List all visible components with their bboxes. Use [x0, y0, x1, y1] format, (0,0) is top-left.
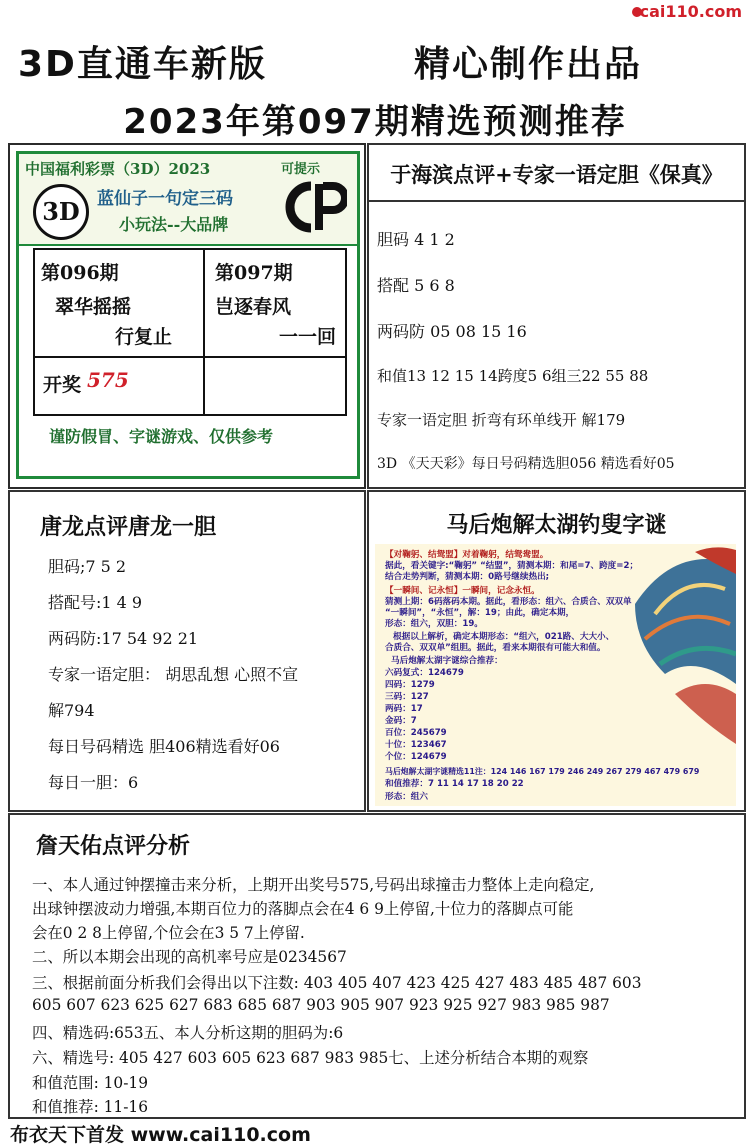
ma-line: 马后炮解太湖字谜精选11注：124 146 167 179 246 249 267 279 467 479 679	[385, 767, 700, 776]
ma-line: 根据以上解析，确定本期形态：“组六，021路、大大小、	[393, 632, 615, 642]
zhan-line: 一、本人通过钟摆撞击来分析，上期开出奖号575,号码出球撞击力整体上走向稳定,	[32, 876, 595, 894]
zhan-line: 605 607 623 625 627 683 685 687 903 905 907 923 925 927 983 985 987	[32, 996, 610, 1014]
ma-line: 四码：1279	[385, 680, 435, 690]
tang-line: 胆码;7 5 2	[48, 557, 127, 576]
riddle-grid	[33, 248, 347, 416]
lottery-badge-icon	[33, 184, 89, 240]
ma-panel-poster	[375, 544, 736, 806]
header-title-left: 3D直通车新版	[18, 44, 267, 85]
ma-line: 形态：组六，双胆：19。	[385, 619, 483, 629]
zhan-line: 和值范围: 10-19	[32, 1074, 149, 1092]
zhan-line: 出球钟摆波动力增强,本期百位力的落脚点会在4 6 9上停留,十位力的落脚点可能	[32, 900, 574, 918]
grid-divider-h	[35, 356, 345, 358]
tang-line: 每日号码精选 胆406精选看好06	[48, 737, 280, 756]
ma-panel-title: 马后炮解太湖钓叟字谜	[446, 512, 667, 538]
zhan-panel	[8, 813, 746, 1119]
zhan-line: 和值推荐: 11-16	[32, 1098, 149, 1116]
zhan-line: 四、精选码:653五、本人分析这期的胆码为:6	[32, 1024, 344, 1042]
footer-credit[interactable]: 布衣天下首发 www.cai110.com	[10, 1124, 311, 1146]
header-subtitle: 2023年第097期精选预测推荐	[123, 102, 627, 142]
tang-panel	[8, 490, 366, 812]
lottery-slogan-1: 蓝仙子一句定三码	[97, 189, 233, 209]
ma-line: 猜测上期：6码落码本期。据此，看形态：组六、合质合、双双单	[385, 597, 632, 607]
ma-line: 两码：17	[385, 704, 423, 714]
ma-line: 三码：127	[385, 692, 429, 702]
riddle-cur-line1: 岂逐春风	[215, 296, 292, 318]
cp-logo-icon	[285, 178, 347, 236]
ma-line: 个位：124679	[385, 752, 447, 762]
ma-line: 百位：245679	[385, 728, 447, 738]
ma-line: 和值推荐：7 11 14 17 18 20 22	[385, 779, 524, 789]
ma-line: 结合走势判断，猜测本期：0路号继续热出;	[385, 572, 550, 582]
lottery-warning: 谨防假冒、字谜游戏、仅供参考	[49, 427, 274, 446]
ma-line: 据此，看关键字:“鞠躬” “结盟”，猜测本期：和尾=7、跨度=2；	[385, 561, 639, 571]
riddle-prev-line2: 行复止	[115, 326, 173, 348]
lottery-heading: 中国福利彩票（3D）2023	[25, 160, 211, 178]
tang-line: 搭配号:1 4 9	[48, 593, 143, 612]
yu-line: 专家一语定胆 折弯有环单线开 解179	[377, 411, 626, 429]
riddle-cur-line2: 一一回	[279, 326, 337, 348]
ma-line: “一瞬间”，“永恒”，解：19；由此，确定本期，	[385, 608, 575, 618]
lottery-slogan-2: 小玩法--大品牌	[119, 215, 229, 234]
zhan-line: 二、所以本期会出现的高机率号应是0234567	[32, 948, 347, 966]
ma-line: 形态：组六	[385, 792, 428, 802]
yu-panel-divider	[369, 200, 744, 202]
ma-line: 金码：7	[385, 716, 417, 726]
zhan-line: 三、根据前面分析我们会得出以下注数: 403 405 407 423 425 427 483 485 487 603	[32, 974, 642, 992]
yu-panel-title: 于海滨点评+专家一语定胆《保真》	[390, 162, 723, 187]
ma-panel	[367, 490, 746, 812]
yu-line: 胆码 4 1 2	[377, 230, 455, 249]
issue-prev: 第096期	[41, 262, 119, 284]
lottery-panel-header	[19, 154, 357, 246]
issue-cur: 第097期	[215, 262, 293, 284]
tang-line: 每日一胆：6	[48, 773, 139, 792]
lottery-panel-frame	[16, 151, 360, 479]
yu-line: 两码防 05 08 15 16	[377, 322, 527, 341]
draw-label: 开奖	[43, 374, 82, 396]
header-title-right: 精心制作出品	[414, 44, 643, 85]
lottery-badge-text: 3D	[42, 197, 80, 226]
riddle-prev-line1: 翠华摇摇	[55, 296, 132, 318]
ma-line: 十位：123467	[385, 740, 447, 750]
yu-line: 3D 《天天彩》每日号码精选胆056 精选看好05	[377, 456, 675, 472]
ma-line: 六码复式：124679	[385, 668, 464, 678]
yu-line: 搭配 5 6 8	[377, 276, 455, 295]
tang-panel-title: 唐龙点评唐龙一胆	[40, 514, 217, 540]
lottery-heading-tail: 可提示	[281, 162, 321, 177]
zhan-line: 六、精选号: 405 427 603 605 623 687 983 985七、上述分析结合本期的观察	[32, 1049, 589, 1067]
ma-line: 马后炮解太湖字谜综合推荐：	[391, 656, 503, 666]
ma-line: 合质合、双双单”组胆。据此，看来本期很有可能大和值。	[385, 643, 606, 653]
yu-panel	[367, 143, 746, 489]
ma-line: 【对鞠躬、结鸳盟】对着鞠躬，结鸳鸯盟。	[385, 550, 549, 560]
zhan-panel-title: 詹天佑点评分析	[36, 833, 191, 859]
lottery-panel	[8, 143, 366, 489]
tang-line: 专家一语定胆： 胡思乱想 心照不宣	[48, 665, 299, 684]
zhan-line: 会在0 2 8上停留,个位会在3 5 7上停留.	[32, 924, 305, 942]
draw-number: 575	[87, 368, 129, 392]
yu-line: 和值13 12 15 14跨度5 6组三22 55 88	[377, 367, 649, 385]
grid-divider-v	[203, 250, 205, 414]
site-watermark[interactable]: cai110.com	[639, 2, 742, 21]
ma-line: 【一瞬间、记永恒】一瞬间，记念永恒。	[385, 586, 540, 596]
tang-line: 解794	[48, 701, 95, 720]
tang-line: 两码防:17 54 92 21	[48, 629, 199, 648]
